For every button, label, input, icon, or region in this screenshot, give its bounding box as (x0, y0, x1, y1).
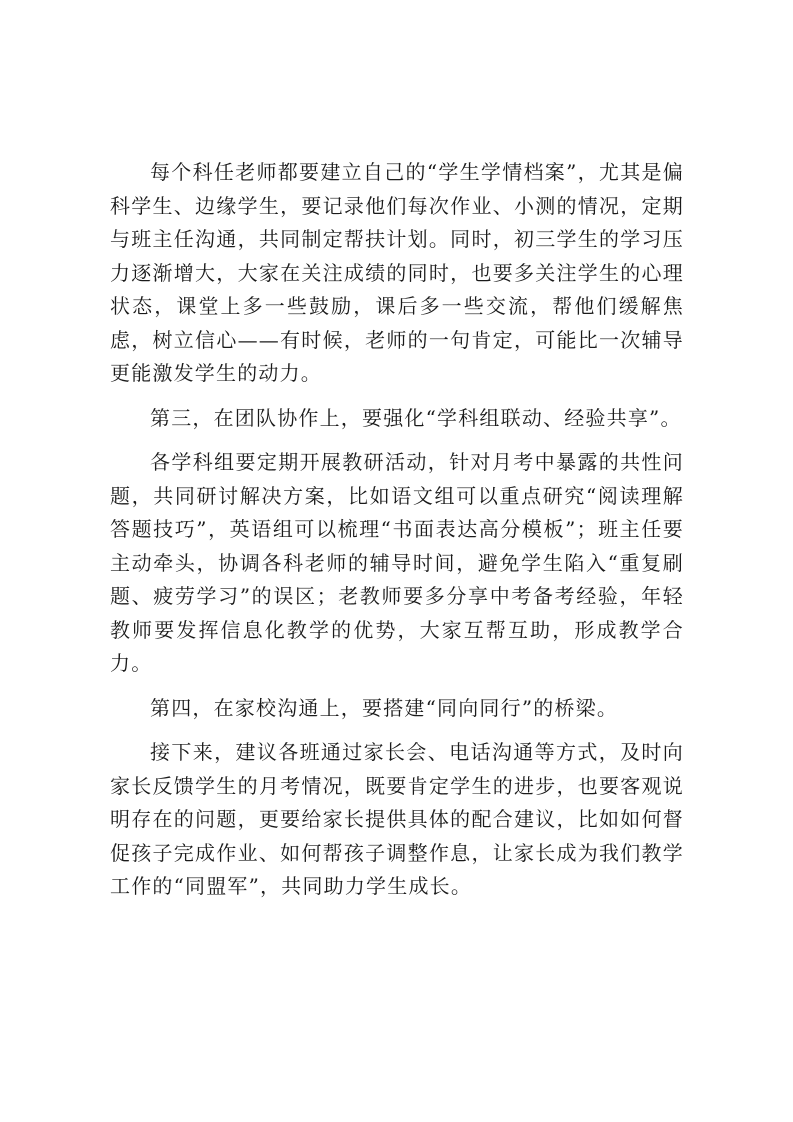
paragraph-heading-team-collaboration: 第三，在团队协作上，要强化“学科组联动、经验共享”。 (150, 405, 682, 430)
paragraph-subject-groups: 各学科组要定期开展教研活动，针对月考中暴露的共性问题，共同研讨解决方案，比如语文组可以重点研究“阅读理解答题技巧”，英语组可以梳理“书面表达高分模板”；班主任要主动牵头，协调各科老师的辅导时间，避免学生陷入“重复刷题、疲劳学习”的误区；老教师要多分享中考备考经验，年轻教师要发挥信息化教学的优势，大家互帮互助，形成教学合力。 (110, 450, 684, 675)
document-body (110, 156, 684, 904)
paragraph-student-records: 每个科任老师都要建立自己的“学生学情档案”，尤其是偏科学生、边缘学生，要记录他们每次作业、小测的情况，定期与班主任沟通，共同制定帮扶计划。同时，初三学生的学习压力逐渐增大，大家在关注成绩的同时，也要多关注学生的心理状态，课堂上多一些鼓励，课后多一些交流，帮他们缓解焦虑，树立信心——有时候，老师的一句肯定，可能比一次辅导更能激发学生的动力。 (110, 160, 684, 385)
paragraph-heading-home-school: 第四，在家校沟通上，要搭建“同向同行”的桥梁。 (150, 695, 619, 720)
paragraph-parent-communication: 接下来，建议各班通过家长会、电话沟通等方式，及时向家长反馈学生的月考情况，既要肯定学生的进步，也要客观说明存在的问题，更要给家长提供具体的配合建议，比如如何督促孩子完成作业、如何帮孩子调整作息，让家长成为我们教学工作的“同盟军”，共同助力学生成长。 (110, 740, 684, 898)
